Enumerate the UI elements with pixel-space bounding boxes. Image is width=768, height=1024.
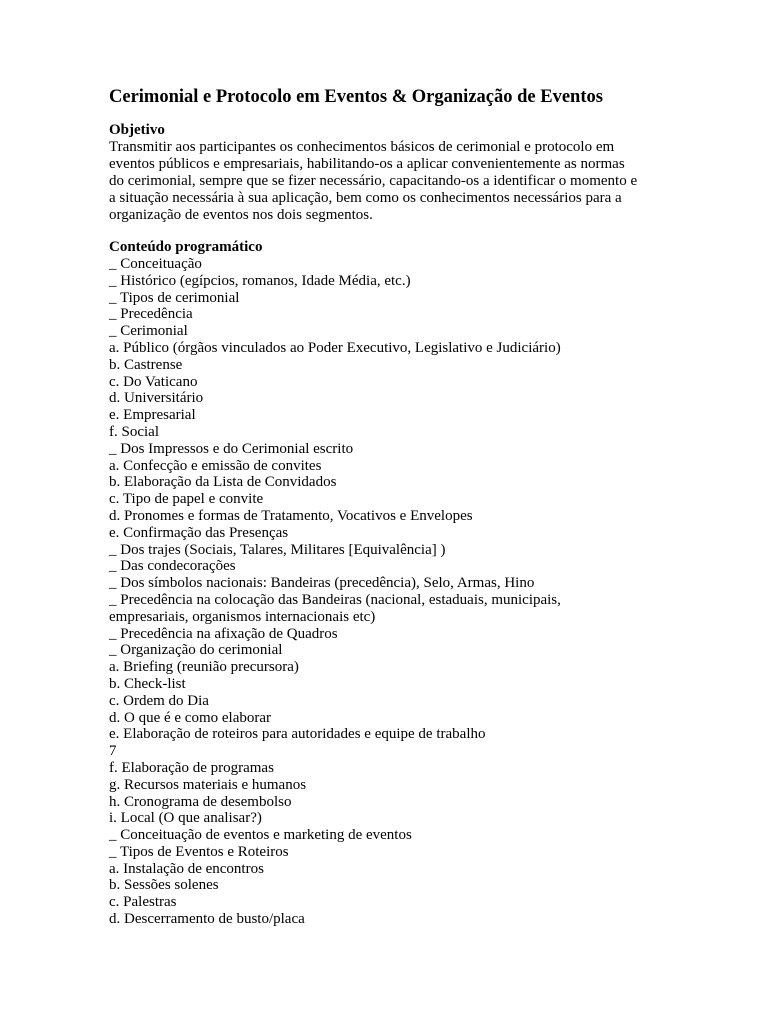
list-item: _ Histórico (egípcios, romanos, Idade Média, etc.) bbox=[109, 272, 411, 289]
content-section bbox=[109, 239, 739, 928]
list-item: a. Instalação de encontros bbox=[109, 860, 264, 877]
list-item: e. Confirmação das Presenças bbox=[109, 524, 289, 541]
list-item: d. Descerramento de busto/placa bbox=[109, 911, 305, 928]
list-item: _ Conceituação de eventos e marketing de eventos bbox=[109, 827, 412, 844]
list-item: d. Pronomes e formas de Tratamento, Vocativos e Envelopes bbox=[109, 507, 473, 524]
list-item: d. Universitário bbox=[109, 390, 204, 407]
list-item: b. Sessões solenes bbox=[109, 877, 219, 894]
objective-line: organização de eventos nos dois segmentos. bbox=[109, 207, 373, 223]
list-item: e. Elaboração de roteiros para autoridades e equipe de trabalho bbox=[109, 726, 486, 743]
list-item: f. Elaboração de programas bbox=[109, 759, 274, 776]
list-item: _ Precedência bbox=[109, 306, 193, 323]
list-item: _ Tipos de cerimonial bbox=[109, 289, 240, 306]
list-item: g. Recursos materiais e humanos bbox=[109, 776, 307, 793]
list-item: _ Dos trajes (Sociais, Talares, Militares [Equivalência] ) bbox=[109, 541, 446, 558]
list-item: _ Das condecorações bbox=[109, 558, 236, 575]
list-item: c. Tipo de papel e convite bbox=[109, 491, 264, 508]
list-item: _ Dos Impressos e do Cerimonial escrito bbox=[109, 440, 354, 457]
list-item: d. O que é e como elaborar bbox=[109, 709, 272, 726]
list-item: f. Social bbox=[109, 423, 159, 440]
list-item: 7 bbox=[109, 743, 117, 760]
list-item: b. Elaboração da Lista de Convidados bbox=[109, 474, 337, 491]
objective-section bbox=[109, 122, 739, 224]
content-heading: Conteúdo programático bbox=[109, 239, 263, 255]
list-item: _ Precedência na afixação de Quadros bbox=[109, 625, 338, 642]
objective-line: eventos públicos e empresariais, habilitando-os a aplicar convenientemente as normas bbox=[109, 156, 625, 172]
objective-heading: Objetivo bbox=[109, 122, 165, 138]
list-item: _ Dos símbolos nacionais: Bandeiras (precedência), Selo, Armas, Hino bbox=[109, 575, 535, 592]
list-item: _ Precedência na colocação das Bandeiras (nacional, estaduais, municipais, bbox=[109, 591, 561, 608]
list-item: c. Do Vaticano bbox=[109, 373, 198, 390]
objective-line: do cerimonial, sempre que se fizer necessário, capacitando-os a identificar o momento e bbox=[109, 173, 638, 189]
list-item: empresariais, organismos internacionais etc) bbox=[109, 608, 376, 625]
list-item: _ Organização do cerimonial bbox=[109, 642, 283, 659]
list-item: i. Local (O que analisar?) bbox=[109, 810, 262, 827]
list-item: _ Cerimonial bbox=[109, 323, 188, 340]
document-title: Cerimonial e Protocolo em Eventos & Organização de Eventos bbox=[109, 87, 603, 107]
list-item: a. Confecção e emissão de convites bbox=[109, 457, 322, 474]
list-item: c. Ordem do Dia bbox=[109, 692, 209, 709]
list-item: h. Cronograma de desembolso bbox=[109, 793, 292, 810]
list-item: _ Tipos de Eventos e Roteiros bbox=[109, 843, 289, 860]
objective-line: Transmitir aos participantes os conhecimentos básicos de cerimonial e protocolo em bbox=[109, 139, 615, 155]
content-list bbox=[109, 256, 739, 928]
list-item: c. Palestras bbox=[109, 894, 177, 911]
list-item: _ Conceituação bbox=[109, 256, 202, 272]
list-item: e. Empresarial bbox=[109, 407, 196, 424]
list-item: a. Briefing (reunião precursora) bbox=[109, 659, 299, 676]
list-item: b. Check-list bbox=[109, 675, 186, 692]
list-item: a. Público (órgãos vinculados ao Poder Executivo, Legislativo e Judiciário) bbox=[109, 339, 561, 356]
list-item: b. Castrense bbox=[109, 356, 183, 373]
objective-line: a situação necessária à sua aplicação, bem como os conhecimentos necessários para a bbox=[109, 190, 622, 206]
